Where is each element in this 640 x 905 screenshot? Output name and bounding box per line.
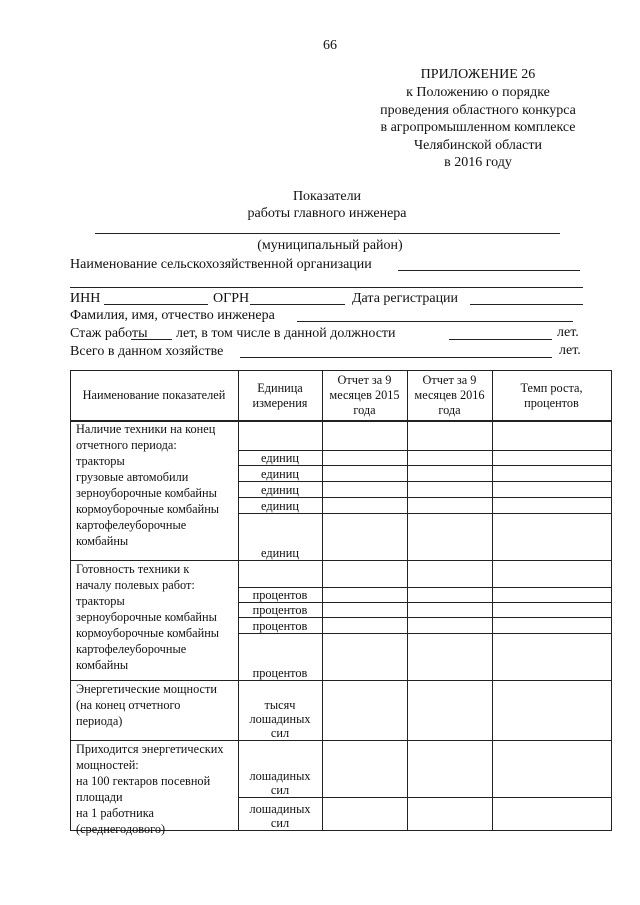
- district-caption: (муниципальный район): [257, 238, 403, 253]
- unit-label: тысяч лошадиных сил: [249, 698, 311, 740]
- farm-years-suffix: лет.: [559, 343, 581, 358]
- header-label: Отчет за 9 месяцев 2016 года: [414, 373, 485, 417]
- indicator-label: отчетного периода:: [76, 438, 177, 452]
- value-cell[interactable]: [492, 617, 612, 634]
- farm-experience-label: Всего в данном хозяйстве: [70, 344, 224, 359]
- value-cell[interactable]: [407, 617, 493, 634]
- unit-label: единиц: [261, 499, 299, 513]
- indicator-label: мощностей:: [76, 758, 139, 772]
- org-name-field-continued[interactable]: [70, 287, 583, 288]
- value-cell[interactable]: [492, 481, 612, 498]
- experience-total-field[interactable]: [131, 339, 172, 340]
- value-cell[interactable]: [492, 680, 612, 741]
- value-cell[interactable]: [492, 797, 612, 831]
- value-cell[interactable]: [492, 602, 612, 618]
- experience-label: Стаж работы: [70, 326, 148, 341]
- value-cell[interactable]: [407, 602, 493, 618]
- indicator-label: зерноуборочные комбайны: [76, 610, 217, 624]
- indicator-label: комбайны: [76, 534, 129, 548]
- value-cell[interactable]: [492, 560, 612, 588]
- indicator-label: комбайны: [76, 658, 129, 672]
- unit-cell: [238, 560, 323, 588]
- appendix-line: ПРИЛОЖЕНИЕ 26: [420, 67, 536, 82]
- inn-field[interactable]: [104, 304, 208, 305]
- inn-label: ИНН: [70, 291, 101, 306]
- value-cell[interactable]: [322, 465, 408, 482]
- appendix-line: к Положению о порядке: [406, 85, 550, 100]
- experience-mid-label: лет, в том числе в данной должности: [176, 326, 396, 341]
- value-cell[interactable]: [492, 497, 612, 514]
- unit-label: единиц: [261, 546, 299, 560]
- unit-cell: [238, 420, 323, 451]
- page-number: 66: [323, 38, 337, 53]
- title-line-2: работы главного инженера: [247, 206, 407, 221]
- value-cell[interactable]: [407, 513, 493, 561]
- indicator-label: (на конец отчетного: [76, 698, 181, 712]
- years-suffix: лет.: [557, 325, 579, 340]
- indicator-label: грузовые автомобили: [76, 470, 189, 484]
- indicator-label: тракторы: [76, 454, 125, 468]
- unit-label: лошадиных сил: [249, 802, 311, 830]
- indicator-label: Приходится энергетических: [76, 742, 224, 756]
- header-label: Темп роста, процентов: [520, 380, 583, 410]
- appendix-line: проведения областного конкурса: [380, 103, 576, 118]
- value-cell[interactable]: [492, 450, 612, 466]
- value-cell[interactable]: [407, 450, 493, 466]
- value-cell[interactable]: [407, 481, 493, 498]
- value-cell[interactable]: [322, 797, 408, 831]
- appendix-line: в агропромышленном комплексе: [380, 120, 576, 135]
- value-cell[interactable]: [407, 740, 493, 798]
- experience-position-field[interactable]: [449, 339, 552, 340]
- header-label: Отчет за 9 месяцев 2015 года: [329, 373, 400, 417]
- indicator-label: картофелеуборочные: [76, 518, 187, 532]
- value-cell[interactable]: [407, 560, 493, 588]
- value-cell[interactable]: [492, 633, 612, 681]
- title-line-1: Показатели: [292, 189, 362, 204]
- indicator-label: периода): [76, 714, 123, 728]
- value-cell[interactable]: [492, 465, 612, 482]
- reg-date-field[interactable]: [470, 304, 583, 305]
- ogrn-field[interactable]: [250, 304, 345, 305]
- value-cell[interactable]: [322, 633, 408, 681]
- unit-label: процентов: [252, 666, 308, 680]
- unit-label: процентов: [252, 588, 308, 602]
- indicator-label: картофелеуборочные: [76, 642, 187, 656]
- engineer-name-label: Фамилия, имя, отчество инженера: [70, 308, 275, 323]
- value-cell[interactable]: [322, 481, 408, 498]
- indicator-label: зерноуборочные комбайны: [76, 486, 217, 500]
- appendix-line: Челябинской области: [414, 138, 542, 153]
- value-cell[interactable]: [322, 420, 408, 451]
- reg-date-label: Дата регистрации: [352, 291, 459, 306]
- unit-label: процентов: [252, 603, 308, 617]
- indicator-label: кормоуборочные комбайны: [76, 502, 220, 516]
- indicator-label: тракторы: [76, 594, 125, 608]
- engineer-name-field[interactable]: [297, 321, 573, 322]
- indicator-label: кормоуборочные комбайны: [76, 626, 220, 640]
- value-cell[interactable]: [322, 587, 408, 603]
- value-cell[interactable]: [322, 680, 408, 741]
- org-name-field[interactable]: [398, 270, 580, 271]
- value-cell[interactable]: [407, 420, 493, 451]
- district-field[interactable]: [95, 233, 560, 234]
- indicator-label: Наличие техники на конец: [76, 422, 216, 436]
- value-cell[interactable]: [407, 797, 493, 831]
- value-cell[interactable]: [492, 740, 612, 798]
- value-cell[interactable]: [492, 420, 612, 451]
- ogrn-label: ОГРН: [213, 291, 250, 306]
- value-cell[interactable]: [322, 497, 408, 514]
- value-cell[interactable]: [322, 602, 408, 618]
- indicator-label: на 1 работника: [76, 806, 154, 820]
- farm-experience-field[interactable]: [240, 357, 552, 358]
- value-cell[interactable]: [322, 560, 408, 588]
- value-cell[interactable]: [492, 587, 612, 603]
- header-label: Наименование показателей: [82, 388, 226, 402]
- unit-label: процентов: [252, 619, 308, 633]
- value-cell[interactable]: [407, 633, 493, 681]
- org-name-label: Наименование сельскохозяйственной организации: [70, 257, 372, 272]
- indicator-label: началу полевых работ:: [76, 578, 195, 592]
- indicator-label: на 100 гектаров посевной: [76, 774, 211, 788]
- indicator-label: Энергетические мощности: [76, 682, 217, 696]
- value-cell[interactable]: [322, 513, 408, 561]
- value-cell[interactable]: [407, 587, 493, 603]
- unit-label: лошадиных сил: [249, 769, 311, 797]
- indicator-label: площади: [76, 790, 123, 804]
- appendix-line: в 2016 году: [444, 155, 512, 170]
- unit-label: единиц: [261, 451, 299, 465]
- value-cell[interactable]: [407, 680, 493, 741]
- value-cell[interactable]: [322, 740, 408, 798]
- value-cell[interactable]: [407, 497, 493, 514]
- value-cell[interactable]: [492, 513, 612, 561]
- unit-label: единиц: [261, 467, 299, 481]
- value-cell[interactable]: [322, 617, 408, 634]
- indicator-label: (среднегодового): [76, 822, 166, 836]
- unit-label: единиц: [261, 483, 299, 497]
- header-label: Единица измерения: [252, 380, 308, 410]
- value-cell[interactable]: [322, 450, 408, 466]
- value-cell[interactable]: [407, 465, 493, 482]
- indicator-label: Готовность техники к: [76, 562, 190, 576]
